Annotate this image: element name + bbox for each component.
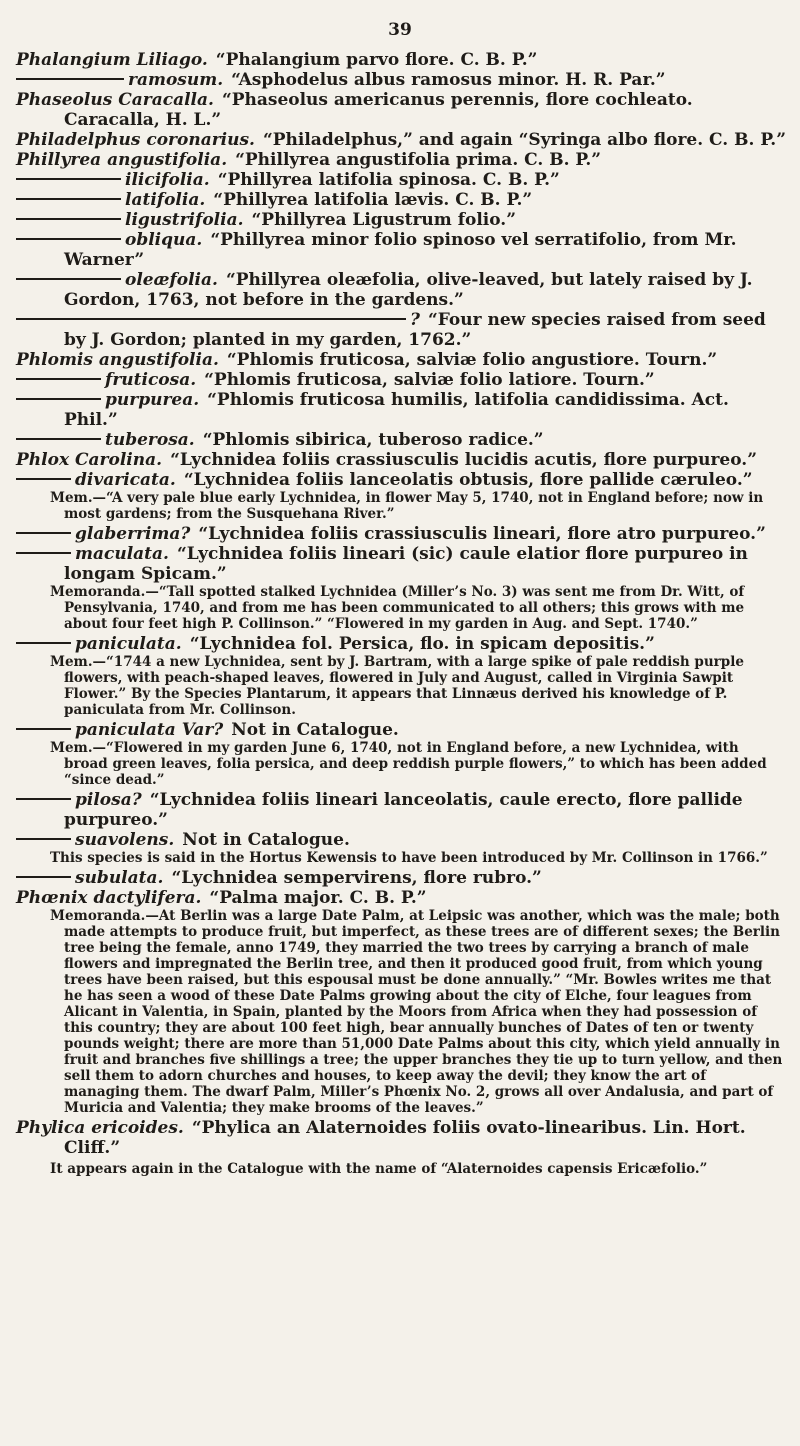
synonym: “Palma major. C. B. P.” (209, 888, 427, 908)
entry-phillyrea-unknown (16, 310, 786, 350)
synonym: “Phillyrea latifolia lævis. C. B. P.” (213, 190, 533, 210)
species: latifolia. (125, 190, 206, 210)
entry-phlox-maculata (16, 544, 786, 584)
synonym: “Philadelphus,” and again “Syringa albo flore. C. B. P.” (262, 130, 787, 150)
synonym: “Phlomis fruticosa, salviæ folio angustiore. Tourn.” (226, 350, 718, 370)
genus: Phlox (16, 450, 70, 470)
species: subulata. (75, 868, 164, 888)
note-text: —“Flowered in my garden June 6, 1740, not in England before, a new Lychnidea, with broad green leaves, folia persica, and deep reddish purple flowers,” to which has been added “since dead.” (64, 740, 767, 788)
ditto-rule (16, 438, 101, 440)
entry-phlox-subulata (16, 868, 786, 888)
entry-phillyrea-ilicifolia (16, 170, 786, 190)
ditto-rule (16, 218, 121, 220)
entry-phaseolus-caracalla (16, 90, 786, 130)
genus: Phylica (16, 1118, 86, 1138)
species: ? (410, 310, 420, 330)
memorandum (16, 850, 786, 866)
note-label: Mem. (50, 490, 93, 506)
species: ericoides. (91, 1118, 184, 1138)
ditto-rule (16, 238, 121, 240)
species: glaberrima? (75, 524, 191, 544)
memorandum (16, 654, 786, 718)
synonym: “Phillyrea angustifolia prima. C. B. P.” (235, 150, 602, 170)
species: dactylifera. (93, 888, 202, 908)
synonym: “Lychnidea foliis crassiusculis lineari, flore atro purpureo.” (198, 524, 766, 544)
ditto-rule (16, 198, 121, 200)
entry-phlox-carolina (16, 450, 786, 470)
synonym: “Phillyrea latifolia spinosa. C. B. P.” (217, 170, 560, 190)
genus: Phalangium (16, 50, 131, 70)
species: Carolina. (75, 450, 163, 470)
synonym: Not in Catalogue. (231, 720, 399, 740)
synonym: “Phillyrea oleæfolia, olive-leaved, but lately raised by J. Gordon, 1763, not before in the gardens.” (64, 270, 753, 310)
synonym: “Phaseolus americanus perennis, flore cochleato. Caracalla, H. L.” (64, 90, 693, 130)
page-number: 39 (388, 20, 412, 40)
entry-phlox-paniculata (16, 634, 786, 654)
synonym: “Phlomis sibirica, tuberoso radice.” (202, 430, 544, 450)
entry-phlomis-purpurea (16, 390, 786, 430)
ditto-rule (16, 398, 101, 400)
entry-phalangium-liliago (16, 50, 786, 70)
ditto-rule (16, 552, 71, 554)
entry-phlox-divaricata (16, 470, 786, 490)
species: Liliago. (136, 50, 208, 70)
entry-phlomis-angustifolia (16, 350, 786, 370)
genus: Phillyrea (16, 150, 102, 170)
ditto-rule (16, 178, 121, 180)
entry-phlomis-tuberosa (16, 430, 786, 450)
species: obliqua. (125, 230, 203, 250)
note-label: Mem. (50, 654, 93, 670)
synonym: “Phlomis fruticosa, salviæ folio latiore. Tourn.” (204, 370, 655, 390)
page-body (16, 50, 786, 1179)
entry-phillyrea-ligustrifolia (16, 210, 786, 230)
synonym: “Lychnidea sempervirens, flore rubro.” (171, 868, 542, 888)
memorandum (16, 740, 786, 788)
note-text: —At Berlin was a large Date Palm, at Leipsic was another, which was the male; both made attempts to produce fruit, but imperfect, as these trees are of different sexes; the Berlin tree being the female, anno 1749, they married the two trees by carrying a branch of male flowers and impregnated the Berlin tree, and then it produced good fruit, from which young trees have been raised, but this espousal must be done annually.” “Mr. Bowles writes me that he has seen a wood of these Date Palms growing about the city of Elche, four leagues from Alicant in Valentia, in Spain, planted by the Moors from Africa when they had possession of this country; they are about 100 feet high, bear annually bunches of Dates of ten or twenty pounds weight; there are more than 51,000 Date Palms about this city, which yield annually in fruit and branches five shillings a tree; the upper branches they tie up to turn yellow, and then sell them to adorn churches and houses, to keep away the devil; they know the art of managing them. The dwarf Palm, Miller’s Phœnix No. 2, grows all over Andalusia, and part of Muricia and Valentia; they make brooms of the leaves.” (64, 908, 783, 1116)
ditto-rule (16, 532, 71, 534)
entry-phillyrea-angustifolia (16, 150, 786, 170)
entry-philadelphus-coronarius (16, 130, 786, 150)
ditto-rule (16, 642, 71, 644)
note-label: Memoranda. (50, 908, 146, 924)
ditto-rule (16, 838, 71, 840)
synonym: “Phillyrea minor folio spinoso vel serratifolio, from Mr. Warner” (64, 230, 737, 270)
species: paniculata Var? (75, 720, 224, 740)
note-text: —“A very pale blue early Lychnidea, in flower May 5, 1740, not in England before; now in most gardens; from the Susquehana River.” (64, 490, 764, 522)
species: paniculata. (75, 634, 182, 654)
memorandum (16, 584, 786, 632)
species: angustifolia. (107, 150, 228, 170)
entry-phlomis-fruticosa (16, 370, 786, 390)
entry-phlox-suavolens (16, 830, 786, 850)
synonym: “Phillyrea Ligustrum folio.” (251, 210, 517, 230)
synonym: “Four new species raised from seed by J. Gordon; planted in my garden, 1762.” (64, 310, 766, 350)
synonym: “Lychnidea fol. Persica, flo. in spicam depositis.” (189, 634, 655, 654)
note-text: —“Tall spotted stalked Lychnidea (Miller’s No. 3) was sent me from Dr. Witt, of Pensylvania, 1740, and from me has been communicated to all others; this grows with me about four feet high P. Collinson.” “Flowered in my garden in Aug. and Sept. 1740.” (64, 584, 745, 632)
synonym: “Phylica an Alaternoides foliis ovato-linearibus. Lin. Hort. Cliff.” (64, 1118, 746, 1158)
note-label: Mem. (50, 740, 93, 756)
entry-phylica-ericoides (16, 1118, 786, 1158)
synonym: “Phlomis fruticosa humilis, latifolia candidissima. Act. Phil.” (64, 390, 729, 430)
ditto-rule (16, 278, 121, 280)
ditto-rule (16, 478, 71, 480)
memorandum (16, 490, 786, 522)
closing-remark: It appears again in the Catalogue with the name of “Alaternoides capensis Ericæfolio.” (50, 1161, 708, 1177)
ditto-rule (16, 728, 71, 730)
genus: Phlomis (16, 350, 93, 370)
ditto-rule (16, 876, 71, 878)
ditto-rule (16, 318, 406, 320)
note-label: Memoranda. (50, 584, 146, 600)
species: purpurea. (105, 390, 200, 410)
synonym: “Lychnidea foliis lineari lanceolatis, caule erecto, flore pallide purpureo.” (64, 790, 743, 830)
ditto-rule (16, 78, 124, 80)
ditto-rule (16, 798, 71, 800)
species: pilosa? (75, 790, 142, 810)
synonym: “Lychnidea foliis crassiusculis lucidis acutis, flore purpureo.” (170, 450, 757, 470)
entry-phlox-paniculata-var (16, 720, 786, 740)
entry-phillyrea-oleaefolia (16, 270, 786, 310)
entry-phlox-pilosa (16, 790, 786, 830)
entry-phlox-glaberrima (16, 524, 786, 544)
species: ramosum. (128, 70, 224, 90)
species: maculata. (75, 544, 169, 564)
entry-phalangium-ramosum (16, 70, 786, 90)
entry-phillyrea-obliqua (16, 230, 786, 270)
species: suavolens. (75, 830, 175, 850)
genus: Philadelphus (16, 130, 141, 150)
synonym: “Lychnidea foliis lineari (sic) caule elatior flore purpureo in longam Spicam.” (64, 544, 748, 584)
entry-phillyrea-latifolia (16, 190, 786, 210)
species: coronarius. (146, 130, 255, 150)
entry-phoenix-dactylifera (16, 888, 786, 908)
species: Caracalla. (118, 90, 214, 110)
genus: Phœnix (16, 888, 88, 908)
ditto-rule (16, 378, 101, 380)
memorandum (16, 908, 786, 1116)
synonym: “Phalangium parvo flore. C. B. P.” (215, 50, 538, 70)
note-text: —“1744 a new Lychnidea, sent by J. Bartram, with a large spike of pale reddish purple flowers, with peach-shaped leaves, flowered in July and August, called in Virginia Sawpit Flower.” By the Species Plantarum, it appears that Linnæus derived his knowledge of P. paniculata from Mr. Collinson. (64, 654, 744, 718)
species: ligustrifolia. (125, 210, 244, 230)
synonym: “Asphodelus albus ramosus minor. H. R. Par.” (231, 70, 666, 90)
note-text: This species is said in the Hortus Kewensis to have been introduced by Mr. Collinson in 1766.” (50, 850, 768, 866)
species: angustifolia. (98, 350, 219, 370)
species: oleæfolia. (125, 270, 218, 290)
species: tuberosa. (105, 430, 195, 450)
synonym: Not in Catalogue. (182, 830, 350, 850)
species: fruticosa. (105, 370, 197, 390)
species: ilicifolia. (125, 170, 210, 190)
genus: Phaseolus (16, 90, 113, 110)
species: divaricata. (75, 470, 176, 490)
synonym: “Lychnidea foliis lanceolatis obtusis, flore pallide cæruleo.” (183, 470, 753, 490)
